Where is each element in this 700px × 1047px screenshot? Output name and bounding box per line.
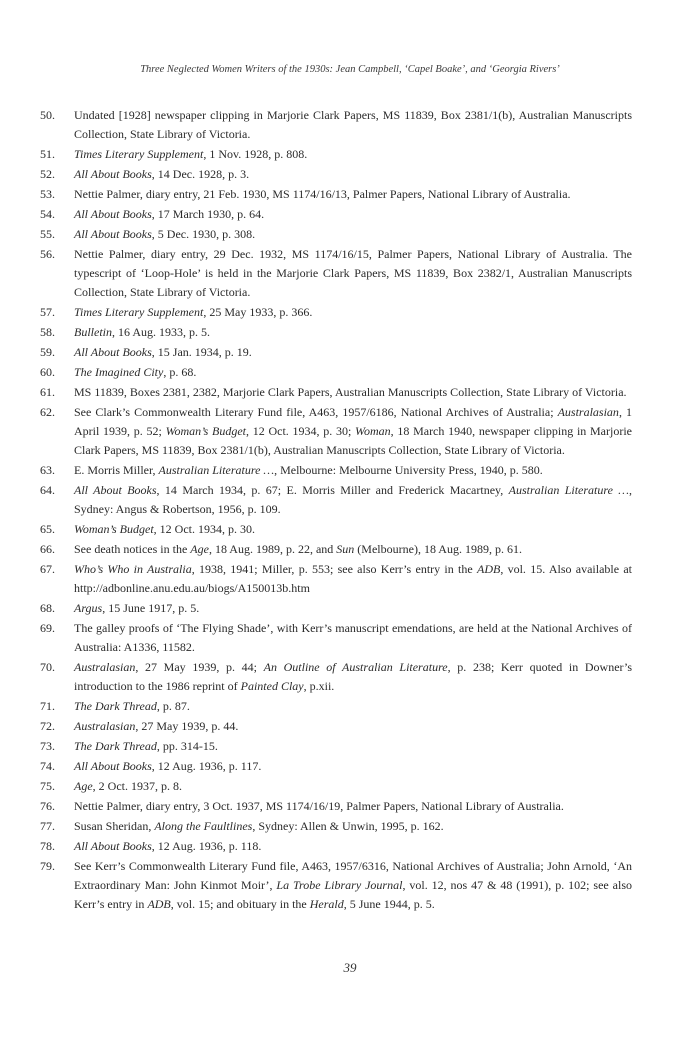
endnote-text-run: Nettie Palmer, diary entry, 29 Dec. 1932, MS 1174/16/15, Palmer Papers, National Library of Australia. The typescript of ‘Loop-Hole’ is held in the Marjorie Clark Papers, MS 11839, Box 2382/1, Australian Manuscripts Collection, State Library of Victoria. [74, 247, 632, 299]
endnote-title-italic: Bulletin [74, 325, 112, 339]
endnote-title-italic: La Trobe Library Journal [276, 878, 403, 892]
endnote-item [40, 461, 632, 480]
endnote-title-italic: Australian Literature … [508, 483, 629, 497]
endnote-text [74, 560, 632, 598]
endnote-title-italic: Painted Clay [240, 679, 304, 693]
endnote-title-italic: Australasian [557, 405, 619, 419]
endnote-number: 68. [40, 601, 55, 615]
endnote-number: 79. [40, 859, 55, 873]
endnote-text [74, 520, 632, 539]
endnote-item [40, 599, 632, 618]
endnote-text-run: See death notices in the [74, 542, 191, 556]
endnote-item [40, 245, 632, 302]
endnote-item [40, 106, 632, 144]
endnote-item [40, 185, 632, 204]
endnote-title-italic: All About Books [74, 207, 152, 221]
endnote-number: 55. [40, 227, 55, 241]
endnote-title-italic: The Dark Thread [74, 739, 157, 753]
endnote-title-italic: ADB [476, 562, 501, 576]
endnote-text-run: (Melbourne), 18 Aug. 1989, p. 61. [354, 542, 522, 556]
endnote-title-italic: Woman [355, 424, 391, 438]
endnote-number: 66. [40, 542, 55, 556]
endnote-title-italic: Sun [336, 542, 355, 556]
endnote-title-italic: An Outline of Australian Literature [263, 660, 448, 674]
endnote-title-italic: The Dark Thread [74, 699, 157, 713]
endnote-text-run: , 1 April 1939, p. 52; [74, 405, 632, 438]
endnote-text [74, 145, 632, 164]
endnote-text-run: E. Morris Miller, [74, 463, 159, 477]
endnote-item [40, 403, 632, 460]
endnote-title-italic: Australasian [74, 719, 136, 733]
endnote-title-italic: Woman’s Budget [74, 522, 154, 536]
endnote-title-italic: Who’s Who in Australia [74, 562, 192, 576]
endnote-text-run: , Sydney: Angus & Robertson, 1956, p. 109. [74, 483, 632, 516]
endnote-text-run: Susan Sheridan, [74, 819, 155, 833]
endnote-title-italic: ADB [147, 897, 171, 911]
endnote-number: 52. [40, 167, 55, 181]
endnote-text [74, 106, 632, 144]
endnote-text-run: , 16 Aug. 1933, p. 5. [112, 325, 211, 339]
endnote-text [74, 403, 632, 460]
endnote-text [74, 303, 632, 322]
endnote-text-run: , 14 Dec. 1928, p. 3. [151, 167, 250, 181]
endnote-item [40, 323, 632, 342]
endnote-number: 72. [40, 719, 55, 733]
endnote-text-run: , vol. 15. Also available at http://adbonline.anu.edu.au/biogs/A150013b.htm [74, 562, 633, 595]
endnote-text-run: , 27 May 1939, p. 44. [135, 719, 239, 733]
endnote-title-italic: Along the Faultlines [154, 819, 253, 833]
endnote-text-run: , p. 68. [163, 365, 197, 379]
endnote-text [74, 461, 632, 480]
endnote-number: 71. [40, 699, 55, 713]
endnote-item [40, 717, 632, 736]
endnote-text-run: , p.xii. [303, 679, 335, 693]
endnote-item [40, 383, 632, 402]
endnote-text-run: , Sydney: Allen & Unwin, 1995, p. 162. [252, 819, 444, 833]
endnote-text-run: , 25 May 1933, p. 366. [203, 305, 313, 319]
endnote-text-run: , 15 June 1917, p. 5. [102, 601, 200, 615]
endnote-text-run: , 14 March 1934, p. 67; E. Morris Miller and Frederick Macartney, [156, 483, 509, 497]
endnote-text [74, 481, 632, 519]
endnote-item [40, 697, 632, 716]
endnote-text-run: , pp. 314-15. [156, 739, 218, 753]
endnote-title-italic: All About Books [74, 345, 152, 359]
endnote-text [74, 205, 632, 224]
endnote-title-italic: Australian Literature … [158, 463, 275, 477]
endnote-text [74, 323, 632, 342]
endnote-text-run: , vol. 15; and obituary in the [170, 897, 310, 911]
endnote-number: 51. [40, 147, 55, 161]
endnote-title-italic: All About Books [74, 483, 157, 497]
endnote-text-run: MS 11839, Boxes 2381, 2382, Marjorie Clark Papers, Australian Manuscripts Collection, State Library of Victoria. [74, 385, 627, 399]
endnote-number: 75. [40, 779, 55, 793]
endnote-text-run: , 1938, 1941; Miller, p. 553; see also Kerr’s entry in the [191, 562, 477, 576]
endnote-number: 60. [40, 365, 55, 379]
endnote-text [74, 225, 632, 244]
endnote-item [40, 145, 632, 164]
endnote-title-italic: Age [190, 542, 209, 556]
endnote-number: 76. [40, 799, 55, 813]
endnote-number: 59. [40, 345, 55, 359]
endnote-text [74, 343, 632, 362]
endnote-number: 64. [40, 483, 55, 497]
endnote-item [40, 817, 632, 836]
endnote-text [74, 363, 632, 382]
endnote-number: 53. [40, 187, 55, 201]
endnote-number: 58. [40, 325, 55, 339]
endnote-title-italic: Herald [309, 897, 344, 911]
running-head: Three Neglected Women Writers of the 1930s: Jean Campbell, ‘Capel Boake’, and ‘Georgia Rivers’ [140, 64, 560, 75]
endnote-text-run: See Kerr’s Commonwealth Literary Fund file, A463, 1957/6316, National Archives of Australia; John Arnold, ‘An Extraordinary Man: John Kinmot Moir’, [74, 859, 632, 892]
endnote-text [74, 599, 632, 618]
endnote-number: 73. [40, 739, 55, 753]
endnote-text-run: , Melbourne: Melbourne University Press, 1940, p. 580. [274, 463, 543, 477]
endnote-item [40, 619, 632, 657]
endnote-text [74, 777, 632, 796]
endnote-title-italic: Woman’s Budget [165, 424, 246, 438]
endnote-number: 54. [40, 207, 55, 221]
endnote-item [40, 343, 632, 362]
endnote-item [40, 225, 632, 244]
endnote-text [74, 383, 632, 402]
endnote-item [40, 540, 632, 559]
endnote-text [74, 857, 632, 914]
endnote-text [74, 797, 632, 816]
endnote-number: 56. [40, 247, 55, 261]
endnote-title-italic: Argus [74, 601, 103, 615]
endnote-title-italic: All About Books [74, 227, 152, 241]
endnote-text [74, 540, 632, 559]
endnote-item [40, 560, 632, 598]
endnote-item [40, 303, 632, 322]
endnotes-list [40, 106, 632, 915]
endnote-title-italic: The Imagined City [74, 365, 164, 379]
endnote-item [40, 520, 632, 539]
endnote-text-run: Nettie Palmer, diary entry, 3 Oct. 1937, MS 1174/16/19, Palmer Papers, National Library of Australia. [74, 799, 564, 813]
endnote-number: 65. [40, 522, 55, 536]
endnote-item [40, 205, 632, 224]
endnote-number: 69. [40, 621, 55, 635]
endnote-text-run: , 1 Nov. 1928, p. 808. [203, 147, 308, 161]
endnote-title-italic: Times Literary Supplement [74, 147, 204, 161]
endnote-text-run: Undated [1928] newspaper clipping in Marjorie Clark Papers, MS 11839, Box 2381/1(b), Australian Manuscripts Collection, State Library of Victoria. [74, 108, 632, 141]
endnote-text [74, 185, 632, 204]
endnote-text-run: , 12 Aug. 1936, p. 118. [151, 839, 262, 853]
endnote-text-run: , 5 Dec. 1930, p. 308. [151, 227, 256, 241]
endnote-text-run: See Clark’s Commonwealth Literary Fund file, A463, 1957/6186, National Archives of Australia; [74, 405, 558, 419]
endnote-number: 62. [40, 405, 55, 419]
endnote-text [74, 717, 632, 736]
endnote-text-run: , 5 June 1944, p. 5. [343, 897, 435, 911]
endnote-text-run: , 17 March 1930, p. 64. [151, 207, 265, 221]
endnote-text-run: Nettie Palmer, diary entry, 21 Feb. 1930, MS 1174/16/13, Palmer Papers, National Library of Australia. [74, 187, 571, 201]
endnote-text [74, 737, 632, 756]
endnote-title-italic: Age [74, 779, 93, 793]
endnote-text-run: , 15 Jan. 1934, p. 19. [151, 345, 252, 359]
endnote-number: 63. [40, 463, 55, 477]
endnote-text [74, 619, 632, 657]
endnote-text-run: , 27 May 1939, p. 44; [135, 660, 264, 674]
endnote-text [74, 697, 632, 716]
endnote-number: 70. [40, 660, 55, 674]
page-number: 39 [343, 960, 357, 975]
endnote-number: 57. [40, 305, 55, 319]
endnote-text [74, 658, 632, 696]
endnote-text-run: The galley proofs of ‘The Flying Shade’, with Kerr’s manuscript emendations, are held at the National Archives of Australia: A1336, 11582. [74, 621, 632, 654]
endnote-item [40, 757, 632, 776]
endnote-text-run: , 18 March 1940, newspaper clipping in Marjorie Clark Papers, MS 11839, Box 2381/1(b), Australian Manuscripts Collection, State Library of Victoria. [74, 424, 632, 457]
endnote-number: 67. [40, 562, 55, 576]
endnote-item [40, 481, 632, 519]
endnote-number: 74. [40, 759, 55, 773]
endnote-item [40, 363, 632, 382]
endnote-text-run: , 12 Oct. 1934, p. 30; [246, 424, 356, 438]
endnote-title-italic: All About Books [74, 839, 152, 853]
endnote-title-italic: Times Literary Supplement [74, 305, 204, 319]
endnote-item [40, 165, 632, 184]
endnote-title-italic: All About Books [74, 759, 152, 773]
endnote-title-italic: Australasian [74, 660, 136, 674]
endnote-text-run: , 2 Oct. 1937, p. 8. [92, 779, 182, 793]
endnote-text [74, 817, 632, 836]
endnote-item [40, 658, 632, 696]
endnote-number: 77. [40, 819, 55, 833]
endnote-text [74, 757, 632, 776]
endnote-number: 61. [40, 385, 55, 399]
endnote-text-run: , 12 Oct. 1934, p. 30. [153, 522, 255, 536]
endnote-text [74, 837, 632, 856]
endnote-text-run: , 18 Aug. 1989, p. 22, and [208, 542, 337, 556]
endnote-title-italic: All About Books [74, 167, 152, 181]
endnote-number: 78. [40, 839, 55, 853]
endnote-item [40, 797, 632, 816]
endnote-number: 50. [40, 108, 55, 122]
endnote-text-run: , 12 Aug. 1936, p. 117. [151, 759, 262, 773]
endnote-item [40, 837, 632, 856]
endnote-item [40, 737, 632, 756]
endnote-item [40, 857, 632, 914]
endnote-text [74, 165, 632, 184]
endnote-text-run: , p. 87. [156, 699, 190, 713]
endnote-item [40, 777, 632, 796]
endnote-text [74, 245, 632, 302]
endnote-text-run: , p. 238; Kerr quoted in Downer’s introduction to the 1986 reprint of [74, 660, 632, 693]
endnote-text-run: , vol. 12, nos 47 & 48 (1991), p. 102; see also Kerr’s entry in [74, 878, 632, 911]
